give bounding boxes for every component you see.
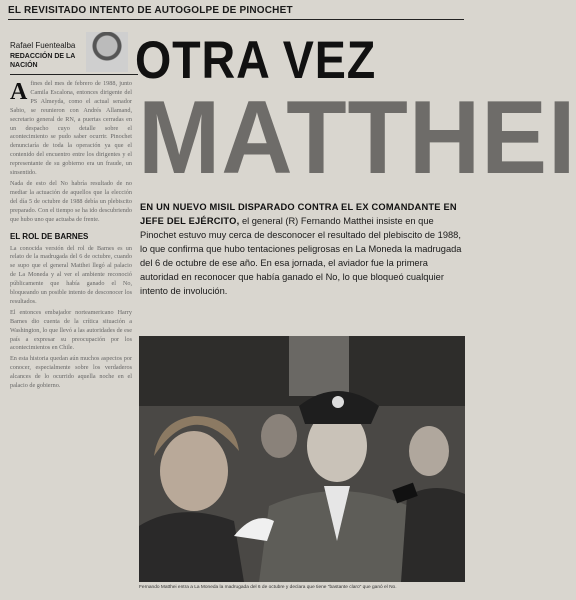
left-paragraph-2: Nada de esto del No habría resultado de no mediar la actuación de aquellos que la elección del día 5 de octubre de 1988 debía un plebiscito preparado. Con el tiempo se ha ido descubriendo que hubo uno que actuaba de frente. [10, 179, 132, 223]
headline-line-1: OTRA VEZ [135, 31, 377, 90]
left-paragraph-3: La conocida versión del rol de Barnes es un relato de la madrugada del 6 de octubre, cuando se supo que el general Matthei llegó al palacio de La Moneda y al ver el ambiente reconoció públicamente que había ganado el No, bloqueando un posible intento de desconocer los resultados. [10, 244, 132, 305]
drop-cap: A [10, 79, 28, 105]
byline-department: REDACCIÓN DE LA NACIÓN [10, 53, 76, 69]
left-paragraph-4: El entonces embajador norteamericano Harry Barnes dio cuenta de la crítica situación a Washington, lo que llevó a las autoridades de ese país a expresar su preocupación por los acontecimientos en Chile. [10, 308, 132, 352]
headline-line-2: MATTHEI [138, 80, 576, 196]
byline-author: Rafael Fuentealba [10, 41, 76, 50]
lead-paragraph [140, 200, 464, 298]
lead-body: el general (R) Fernando Matthei insiste en que Pinochet estuvo muy cerca de desconocer el resultado del plebiscito de 1988, lo que confirma que hubo tentaciones peligrosas en La Moneda la madrugada del 6 de octubre de ese año. En esa jornada, el aviador fue la primera autoridad en reconocer que había ganado el No, lo que bloqueó cualquier intento de involución. [140, 216, 462, 296]
lead-deck: EN UN NUEVO MISIL DISPARADO CONTRA EL EX COMANDANTE EN JEFE DEL EJÉRCITO, [140, 202, 457, 226]
left-paragraph-1: fines del mes de febrero de 1988, junto Camila Escalona, entonces dirigente del PS Almeyda, como el actual senador Sabio, se reunieron con Andrés Allamand, secretario general de RN, a puertas cerradas en un despacho cuyo detalle sobre el acontecimiento se pudo saber ocurrir. Pinochet denunciaría de toda la operación ya que el contenido del encuentro entre los dirigentes y el representante de su gobierno era un fraude, un sinsentido. [10, 80, 132, 177]
photo-caption: Fernando Matthei entra a La Moneda la madrugada del 6 de octubre y declara que tiene "bastante claro" que ganó el No. [139, 585, 397, 590]
news-photo-illustration [139, 336, 465, 582]
byline-rule [10, 74, 138, 75]
subhead-rol-de-barnes: EL ROL DE BARNES [10, 231, 89, 241]
byline-box [10, 32, 128, 74]
news-photo [139, 336, 465, 582]
left-paragraph-5: En esta historia quedan aún muchos aspectos por conocer, especialmente sobre los verdaderos alcances de lo ocurrido aquella noche en el palacio de gobierno. [10, 355, 132, 390]
author-photo [86, 32, 128, 72]
left-column-text [10, 80, 132, 582]
section-kicker: EL REVISITADO INTENTO DE AUTOGOLPE DE PINOCHET [8, 5, 464, 20]
